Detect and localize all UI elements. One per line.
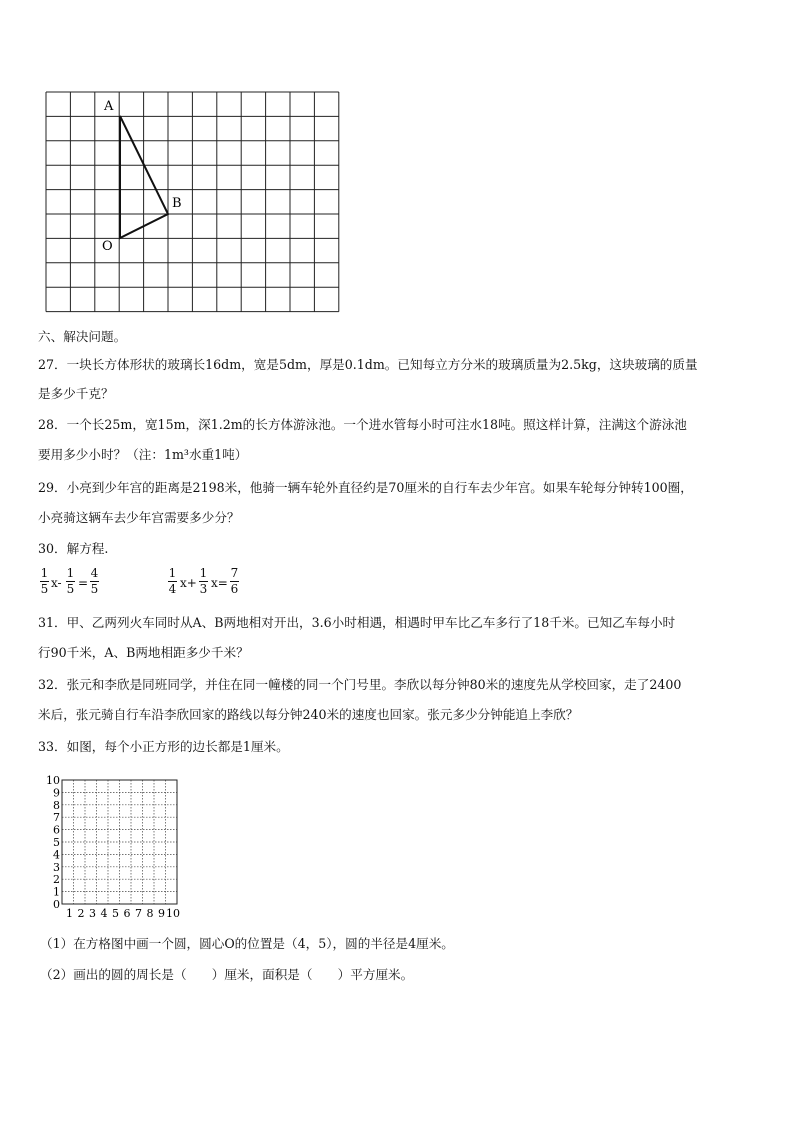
problem-31-line1: 31．甲、乙两列火车同时从A、B两地相对开出，3.6小时相遇，相遇时甲车比乙车多行了18千米。已知乙车每小时 xyxy=(38,615,676,630)
x-axis-label: 8 xyxy=(146,907,154,920)
eq1-fraction-1 xyxy=(40,567,49,596)
problem-33-question-2: （2）画出的圆的周长是（ ）厘米，面积是（ ）平方厘米。 xyxy=(40,967,414,982)
eq2-operator-2: x= xyxy=(211,576,228,590)
y-axis-label: 1 xyxy=(53,885,60,899)
x-axis-labels xyxy=(66,907,180,920)
eq1-f1-numerator: 1 xyxy=(40,566,49,580)
x-axis-label: 2 xyxy=(77,907,85,920)
y-axis-label: 9 xyxy=(53,786,60,800)
problem-27-line2: 是多少千克？ xyxy=(38,386,114,401)
y-axis-label: 10 xyxy=(46,774,60,787)
problem-33-question-1: （1）在方格图中画一个圆，圆心O的位置是（4，5），圆的半径是4厘米。 xyxy=(40,936,454,951)
eq1-equals: = xyxy=(78,576,89,590)
problem-32-line2: 米后，张元骑自行车沿李欣回家的路线以每分钟240米的速度也回家。张元多少分钟能追上李欣？ xyxy=(38,707,579,722)
problem-32-line1: 32．张元和李欣是同班同学，并住在同一幢楼的同一个门号里。李欣以每分钟80米的速度先从学校回家，走了2400 xyxy=(38,677,682,692)
eq1-f1-denominator: 5 xyxy=(40,582,49,596)
problem-28-line2: 要用多少小时？（注：1m³水重1吨） xyxy=(38,447,248,462)
y-axis-label: 5 xyxy=(53,836,60,849)
vertex-label-b: B xyxy=(172,196,182,211)
eq2-f3-denominator: 6 xyxy=(230,582,239,596)
y-axis-label: 6 xyxy=(53,823,60,837)
problem-28-line1: 28．一个长25m，宽15m，深1.2m的长方体游泳池。一个进水管每小时可注水18吨。照这样计算，注满这个游泳池 xyxy=(38,417,687,432)
vertex-label-a: A xyxy=(104,99,114,114)
eq1-f3-numerator: 4 xyxy=(90,566,99,580)
eq2-fraction-1 xyxy=(168,567,177,596)
section-title: 六、解决问题。 xyxy=(38,329,127,344)
x-axis-label: 1 xyxy=(66,907,73,920)
x-axis-label: 7 xyxy=(135,907,142,920)
eq2-fraction-2 xyxy=(199,567,208,596)
y-axis-label: 2 xyxy=(53,873,60,887)
eq2-fraction-3 xyxy=(230,567,239,596)
coordinate-grid-figure xyxy=(30,770,200,920)
eq1-f2-numerator: 1 xyxy=(66,566,75,580)
eq2-f1-denominator: 4 xyxy=(168,582,177,596)
eq1-fraction-3 xyxy=(90,567,99,596)
eq2-f2-numerator: 1 xyxy=(199,566,208,580)
y-axis-label: 7 xyxy=(53,811,60,825)
problem-31-line2: 行90千米，A、B两地相距多少千米？ xyxy=(38,645,249,660)
eq1-f3-denominator: 5 xyxy=(90,582,99,596)
x-axis-label: 5 xyxy=(112,907,119,920)
problem-29-line2: 小亮骑这辆车去少年宫需要多少分？ xyxy=(38,510,240,525)
eq2-f1-numerator: 1 xyxy=(168,566,177,580)
eq2-f2-denominator: 3 xyxy=(199,582,208,596)
eq2-f3-numerator: 7 xyxy=(230,566,239,580)
triangle-grid xyxy=(46,92,339,312)
y-axis-label: 4 xyxy=(53,848,60,862)
problem-30-title: 30．解方程. xyxy=(38,541,109,556)
x-axis-label: 9 xyxy=(158,907,165,920)
problem-33-title: 33．如图，每个小正方形的边长都是1厘米。 xyxy=(38,739,289,754)
eq2-operator-1: x+ xyxy=(180,576,197,590)
x-axis-label: 4 xyxy=(100,907,108,920)
y-axis-labels xyxy=(46,774,60,911)
eq1-fraction-2 xyxy=(66,567,75,596)
vertex-label-o: O xyxy=(102,239,113,254)
triangle-grid-figure xyxy=(38,88,348,318)
y-axis-label: 0 xyxy=(53,898,60,911)
y-axis-label: 3 xyxy=(53,860,60,874)
coordinate-dashed-grid xyxy=(62,780,177,904)
problem-27-line1: 27．一块长方体形状的玻璃长16dm，宽是5dm，厚是0.1dm。已知每立方分米的玻璃质量为2.5kg，这块玻璃的质量 xyxy=(38,357,698,372)
eq1-f2-denominator: 5 xyxy=(66,582,75,596)
x-axis-label: 10 xyxy=(166,907,180,920)
x-axis-label: 6 xyxy=(123,907,131,920)
eq1-operator-1: x- xyxy=(51,576,62,590)
problem-29-line1: 29．小亮到少年宫的距离是2198米，他骑一辆车轮外直径约是70厘米的自行车去少年宫。如果车轮每分钟转100圈， xyxy=(38,480,693,495)
y-axis-label: 8 xyxy=(53,798,60,812)
x-axis-label: 3 xyxy=(89,907,96,920)
